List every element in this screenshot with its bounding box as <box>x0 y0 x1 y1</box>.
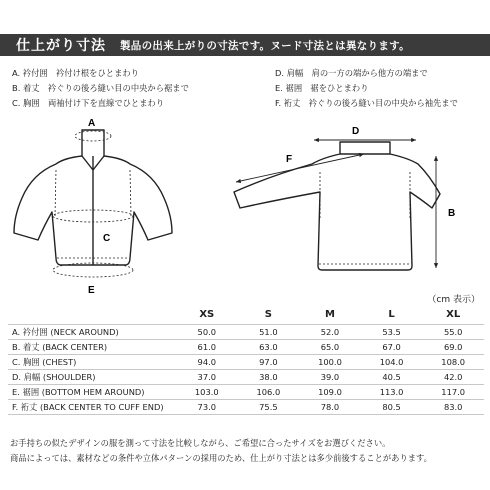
back-jacket-outline <box>234 142 440 270</box>
row-label: C. 胸囲 (CHEST) <box>8 354 176 369</box>
definition-f: F. 裄丈 衿ぐりの後ろ縫い目の中央から袖先まで <box>275 98 458 108</box>
cell-value: 53.5 <box>361 324 423 339</box>
size-header-blank <box>8 306 176 324</box>
measure-b-label: B <box>448 208 456 219</box>
table-row <box>8 399 484 414</box>
definition-b: B. 着丈 衿ぐりの後ろ縫い目の中央から裾まで <box>12 83 189 93</box>
page-header <box>0 34 490 56</box>
footnotes <box>10 436 432 466</box>
cell-value: 65.0 <box>299 339 361 354</box>
cell-value: 52.0 <box>299 324 361 339</box>
size-header-xs: XS <box>199 309 215 321</box>
cell-value: 109.0 <box>299 384 361 399</box>
table-row <box>8 324 484 339</box>
definition-e: E. 裾囲 裾をひとまわり <box>275 83 369 93</box>
table-row <box>8 354 484 369</box>
table-row <box>8 339 484 354</box>
cell-value: 55.0 <box>422 324 484 339</box>
row-label: D. 肩幅 (SHOULDER) <box>8 369 176 384</box>
cell-value: 69.0 <box>422 339 484 354</box>
cell-value: 97.0 <box>238 354 300 369</box>
definition-a: A. 衿付囲 衿付け根をひとまわり <box>12 68 139 78</box>
measure-e-label: E <box>88 285 95 296</box>
size-header-m: M <box>325 309 335 321</box>
definitions-right <box>275 66 458 111</box>
front-jacket-outline <box>14 130 172 265</box>
table-row <box>8 369 484 384</box>
row-label: A. 衿付囲 (NECK AROUND) <box>8 324 176 339</box>
row-label: E. 裾囲 (BOTTOM HEM AROUND) <box>8 384 176 399</box>
cell-value: 104.0 <box>361 354 423 369</box>
cell-value: 80.5 <box>361 399 423 414</box>
row-label: F. 裄丈 (BACK CENTER TO CUFF END) <box>8 399 176 414</box>
size-header-xl: XL <box>446 309 461 321</box>
measure-d-label: D <box>352 126 360 137</box>
back-jacket-seams <box>319 172 411 264</box>
cell-value: 113.0 <box>361 384 423 399</box>
cell-value: 94.0 <box>176 354 238 369</box>
cell-value: 38.0 <box>238 369 300 384</box>
cell-value: 75.5 <box>238 399 300 414</box>
footnote-line: 商品によっては、素材などの条件や立体パターンの採用のため、仕上がり寸法とは多少前後することがあります。 <box>10 453 432 463</box>
footnote-line: お手持ちの似たデザインの服を測って寸法を比較しながら、ご希望に合ったサイズをお選びください。 <box>10 438 391 448</box>
definitions-left <box>12 66 189 111</box>
cell-value: 106.0 <box>238 384 300 399</box>
measure-a-ellipse <box>75 131 111 141</box>
table-row <box>8 384 484 399</box>
cell-value: 103.0 <box>176 384 238 399</box>
garment-diagram <box>0 108 490 298</box>
cell-value: 37.0 <box>176 369 238 384</box>
size-header-s: S <box>264 309 272 321</box>
unit-note: （cm 表示） <box>427 295 480 305</box>
size-header-l: L <box>388 309 395 321</box>
measure-f-arrow <box>236 154 364 182</box>
cell-value: 63.0 <box>238 339 300 354</box>
cell-value: 51.0 <box>238 324 300 339</box>
page-title: 仕上がり寸法 <box>16 38 106 54</box>
measure-f-label: F <box>286 154 293 165</box>
measure-a-label: A <box>88 118 96 129</box>
cell-value: 100.0 <box>299 354 361 369</box>
cell-value: 117.0 <box>422 384 484 399</box>
cell-value: 67.0 <box>361 339 423 354</box>
cell-value: 83.0 <box>422 399 484 414</box>
cell-value: 42.0 <box>422 369 484 384</box>
cell-value: 50.0 <box>176 324 238 339</box>
definition-d: D. 肩幅 肩の一方の端から他方の端まで <box>275 68 428 78</box>
cell-value: 78.0 <box>299 399 361 414</box>
page-subtitle: 製品の出来上がりの寸法です。ヌード寸法とは異なります。 <box>120 39 410 52</box>
size-table <box>8 306 484 415</box>
size-table-header <box>8 306 484 324</box>
cell-value: 61.0 <box>176 339 238 354</box>
cell-value: 73.0 <box>176 399 238 414</box>
cell-value: 39.0 <box>299 369 361 384</box>
cell-value: 40.5 <box>361 369 423 384</box>
row-label: B. 着丈 (BACK CENTER) <box>8 339 176 354</box>
cell-value: 108.0 <box>422 354 484 369</box>
measure-c-label: C <box>103 233 111 244</box>
definition-c: C. 胸囲 両袖付け下を直線でひとまわり <box>12 98 165 108</box>
